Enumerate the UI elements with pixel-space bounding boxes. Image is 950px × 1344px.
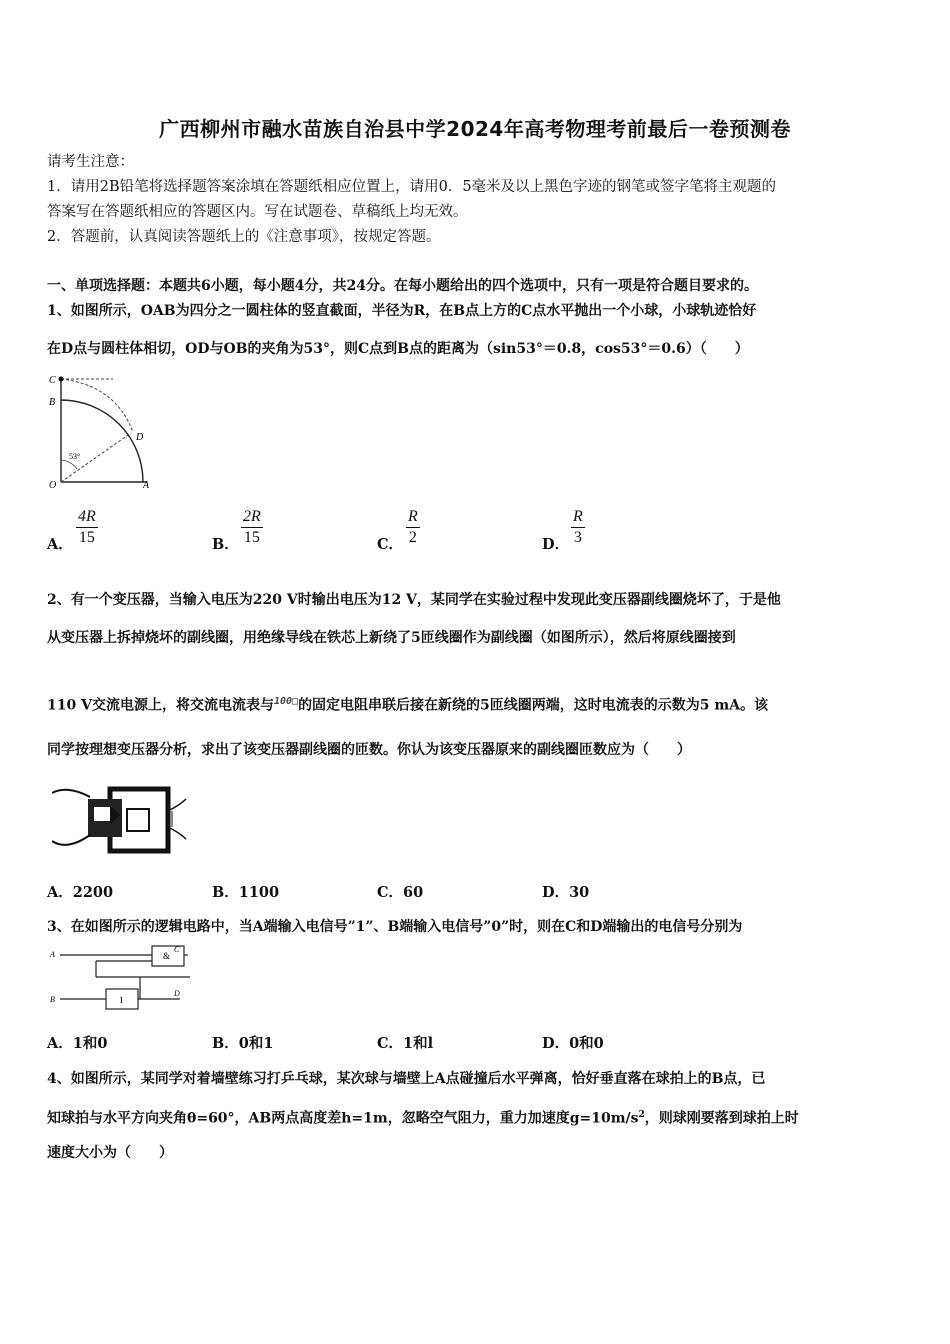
fig1-label-d: D: [136, 432, 144, 443]
q4-superscript: 2: [638, 1110, 645, 1120]
q1-option-d-label: D．: [542, 536, 570, 553]
q1-line-2: 在D点与圆柱体相切，OD与OB的夹角为53°，则C点到B点的距离为（sin53°＝0.8，cos53°＝0.6）（ ）: [47, 341, 749, 357]
q4-line-3: 速度大小为（ ）: [47, 1145, 173, 1161]
logic-circuit-figure: [50, 943, 190, 1017]
q1-option-a-fraction: [76, 508, 98, 547]
fig1-label-a: A: [143, 480, 150, 491]
q3-line-1: 3、在如图所示的逻辑电路中，当A端输入电信号”1”、B端输入电信号”0”时，则在C和D端输出的电信号分别为: [47, 919, 743, 935]
q3-option-c: C．1和l: [377, 1035, 434, 1052]
q2-line-3: [47, 692, 768, 716]
q1-option-b-fraction: [241, 508, 263, 547]
notice-heading: 请考生注意：: [47, 154, 134, 170]
q3-option-d: D．0和0: [542, 1035, 604, 1052]
q4-line-2b: ，则球刚要落到球拍上时: [644, 1110, 799, 1127]
q2-line-3b: 的固定电阻串联后接在新绕的5匝线圈两端，这时电流表的示数为5 mA。该: [298, 697, 769, 714]
q3-option-b: B．0和1: [212, 1035, 274, 1052]
q1-option-c-den: 2: [408, 529, 417, 546]
q4-line-2a: 知球拍与水平方向夹角θ=60°，AB两点高度差h=1m，忽略空气阻力，重力加速度g=10m/s: [47, 1110, 639, 1127]
q1-figure: [45, 370, 160, 492]
section-heading: 一、单项选择题：本题共6小题，每小题4分，共24分。在每小题给出的四个选项中，只有一项是符合题目要求的。: [47, 278, 758, 294]
q1-option-a-num: 4R: [78, 508, 96, 525]
page-title: 广西柳州市融水苗族自治县中学2024年高考物理考前最后一卷预测卷: [159, 117, 791, 141]
and-gate-symbol: &: [163, 951, 171, 961]
fig1-label-o: O: [49, 480, 57, 491]
q2-line-1: 2、有一个变压器，当输入电压为220 V时输出电压为12 V，某同学在实验过程中发现此变压器副线圈烧坏了，于是他: [47, 592, 781, 608]
fig1-label-c: C: [49, 375, 56, 386]
q2-line-2: 从变压器上拆掉烧坏的副线圈，用绝缘导线在铁芯上新绕了5匝线圈作为副线圈（如图所示），然后将原线圈接到: [47, 630, 736, 646]
fig1-angle: 53°: [69, 452, 81, 461]
q1-option-a-label: A．: [47, 536, 73, 553]
fig3-label-a: A: [50, 950, 55, 959]
q2-option-b: B．1100: [212, 884, 280, 901]
q2-option-a: A．2200: [47, 884, 114, 901]
fig3-label-c: C: [174, 945, 180, 954]
q3-option-a: A．1和0: [47, 1035, 108, 1052]
q1-option-c-num: R: [408, 508, 418, 525]
q1-option-c-label: C．: [377, 536, 404, 553]
q1-option-d-den: 3: [573, 529, 582, 546]
q1-option-b-label: B．: [212, 536, 239, 553]
q1-option-d-num: R: [573, 508, 583, 525]
q1-line-1: 1、如图所示，OAB为四分之一圆柱体的竖直截面，半径为R，在B点上方的C点水平抛出一个小球，小球轨迹恰好: [47, 303, 757, 319]
notice-line-3: 2．答题前，认真阅读答题纸上的《注意事项》，按规定答题。: [47, 229, 441, 245]
not-gate-symbol: 1: [119, 995, 124, 1005]
fig1-label-b: B: [49, 397, 56, 408]
resistor-value: 100□: [273, 696, 299, 707]
q2-line-3a: 110 V交流电源上，将交流电流表与: [47, 697, 274, 714]
q1-option-b-den: 15: [243, 529, 260, 546]
q2-option-d: D．30: [542, 884, 590, 901]
fig3-label-d: D: [174, 989, 180, 998]
notice-line-2: 答案写在答题纸相应的答题区内。写在试题卷、草稿纸上均无效。: [47, 204, 468, 220]
notice-line-1: 1．请用2B铅笔将选择题答案涂填在答题纸相应位置上，请用0．5毫米及以上黑色字迹的钢笔或签字笔将主观题的: [47, 179, 777, 195]
q2-option-c: C．60: [377, 884, 424, 901]
q1-option-a-den: 15: [78, 529, 95, 546]
q1-option-b-num: 2R: [243, 508, 261, 525]
q1-option-d-fraction: [571, 508, 585, 547]
q4-line-1: 4、如图所示，某同学对着墙壁练习打乒乓球，某次球与墙壁上A点碰撞后水平弹离，恰好垂直落在球拍上的B点，已: [47, 1071, 766, 1087]
q1-option-c-fraction: [406, 508, 420, 547]
q2-line-4: 同学按理想变压器分析，求出了该变压器副线圈的匝数。你认为该变压器原来的副线圈匝数应为（ ）: [47, 742, 691, 758]
transformer-figure: [52, 775, 187, 863]
q4-line-2: [47, 1105, 799, 1129]
fig3-label-b: B: [50, 995, 55, 1004]
